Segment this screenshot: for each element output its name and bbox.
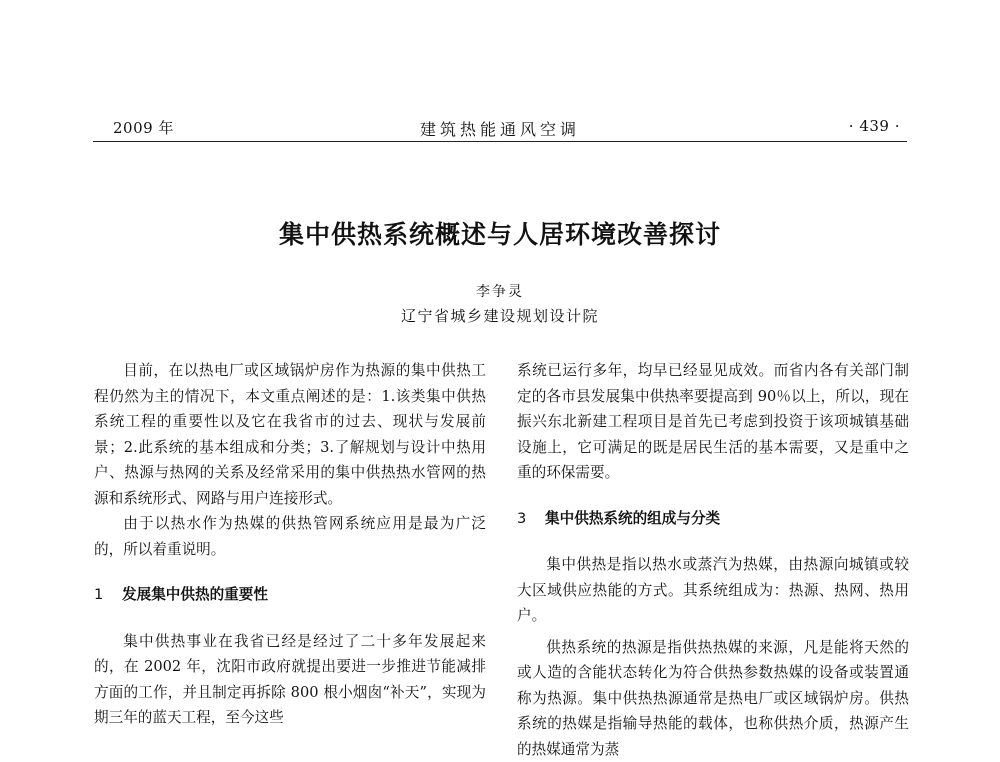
article-title: 集中供热系统概述与人居环境改善探讨 [0, 215, 1000, 251]
header-rule [93, 141, 907, 142]
author-affiliation: 辽宁省城乡建设规划设计院 [0, 305, 1000, 326]
paragraph: 由于以热水作为热媒的供热管网系统应用是最为广泛的，所以着重说明。 [94, 511, 486, 562]
paragraph: 集中供热是指以热水或蒸汽为热媒，由热源向城镇或较大区域供应热能的方式。其系统组成为：热源、热网、热用户。 [517, 552, 909, 629]
section-number: 1 [94, 582, 122, 608]
author-name: 李争灵 [0, 281, 1000, 301]
paragraph: 目前，在以热电厂或区域锅炉房作为热源的集中供热工程仍然为主的情况下，本文重点阐述的是：1.该类集中供热系统工程的重要性以及它在我省市的过去、现状与发展前景；2.此系统的基本组成和分类；3.了解规划与设计中热用户、热源与热网的关系及经常采用的集中供热热水管网的热源和系统形式、网路与用户连接形式。 [94, 358, 486, 511]
left-column [94, 358, 486, 731]
header-page-number: · 439 · [849, 117, 900, 135]
section-heading [517, 506, 909, 532]
section-number: 3 [517, 506, 545, 532]
header-year: 2009 年 [113, 117, 174, 138]
paragraph: 供热系统的热源是指供热热媒的来源，凡是能将天然的或人造的含能状态转化为符合供热参数热媒的设备或装置通称为热源。集中供热热源通常是热电厂或区域锅炉房。供热系统的热媒是指输导热能的载体，也称供热介质，热源产生的热媒通常为蒸 [517, 635, 909, 762]
section-title: 集中供热系统的组成与分类 [545, 510, 720, 527]
paragraph: 集中供热事业在我省已经是经过了二十多年发展起来的，在 2002 年，沈阳市政府就提出要进一步推进节能减排方面的工作，并且制定再拆除 800 根小烟囱“补天”，实现为期三年的蓝天工程，至今这些 [94, 629, 486, 731]
paragraph: 系统已运行多年，均早已经显见成效。而省内各有关部门制定的各市县发展集中供热率要提高到 90％以上，所以，现在振兴东北新建工程项目是首先已考虑到投资于该项城镇基础设施上，它可满足的既是居民生活的基本需要，又是重中之重的环保需要。 [517, 358, 909, 486]
section-title: 发展集中供热的重要性 [122, 586, 268, 603]
right-column [517, 358, 909, 762]
header-journal-name: 建筑热能通风空调 [0, 117, 1000, 140]
section-heading [94, 582, 486, 608]
